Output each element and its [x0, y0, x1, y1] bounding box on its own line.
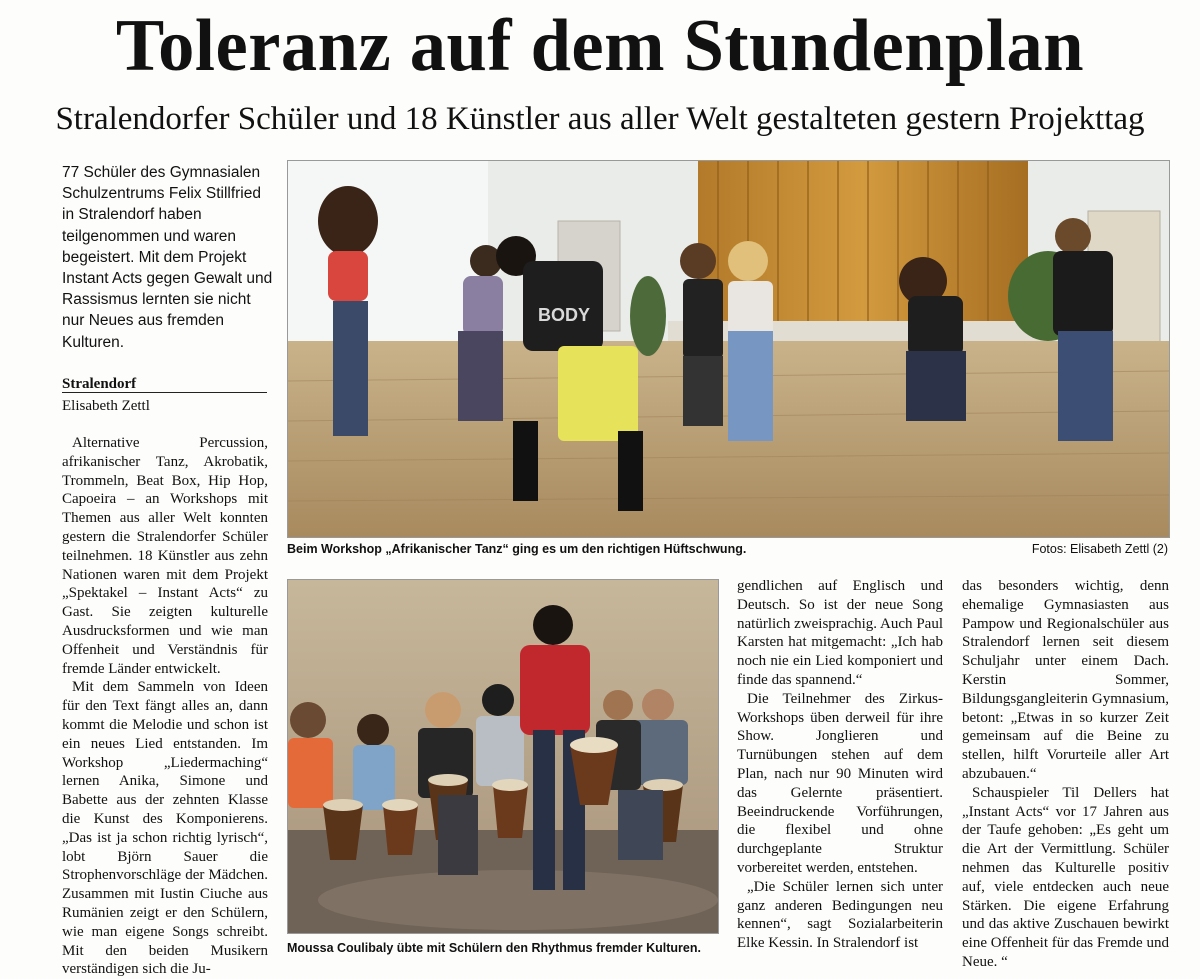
body-paragraph: gendlichen auf Englisch und Deutsch. So ist der neue Song natürlich zweisprachig. Auch Paul Karsten hat mitgemacht: „Ich hab noch nie ein Lied komponiert und finde das spannend.“ — [737, 578, 943, 688]
body-paragraph: das besonders wichtig, denn ehemalige Gymnasiasten aus Pampow und Regionalschüler aus Stralendorf lernen seit diesem Schuljahr unter einem Dach. Kerstin Sommer, Bildungsgangleiterin Gymnasium, betont: „Etwas in so kurzer Zeit gemeinsam auf die Beine zu stellen, hilft Vorurteile aller Art abzubauen.“ — [962, 578, 1169, 782]
article-column-2 — [737, 577, 943, 953]
article-column-1 — [62, 434, 268, 979]
top-photo-caption: Beim Workshop „Afrikanischer Tanz“ ging es um den richtigen Hüftschwung. — [287, 542, 747, 556]
body-paragraph: „Die Schüler lernen sich unter ganz anderen Bedingungen neu kennen“, sagt Sozialarbeiterin Elke Kessin. In Stralendorf ist — [737, 878, 943, 952]
body-paragraph: Alternative Percussion, afrikanischer Tanz, Akrobatik, Trommeln, Beat Box, Hip Hop, Capoeira – an Workshops mit Themen aus aller Welt konnten gestern die Stralendorfer Schüler teilnehmen. 18 Künstler aus zehn Nationen waren mit dem Projekt „Spektakel – Instant Acts“ zu Gast. Sie zeigten kulturelle Ausdrucksformen und wie man Offenheit und Verständnis für fremde Länder entwickelt. — [62, 435, 268, 677]
dateline: Stralendorf — [62, 376, 137, 392]
dateline-rule — [62, 392, 267, 393]
headline: Toleranz auf dem Stundenplan — [115, 5, 1085, 87]
author-byline: Elisabeth Zettl — [62, 398, 150, 414]
body-paragraph: Die Teilnehmer des Zirkus-Workshops üben derweil für ihre Show. Jonglieren und Turnübungen stehen auf dem Plan, nach nur 90 Minuten wird das Gelernte präsentiert. Beeindruckende Vorführungen, die flexibel und ohne durchgeplante Struktur vorbereitet werden, entstehen. — [737, 690, 943, 876]
body-paragraph: Schauspieler Til Dellers hat „Instant Acts“ vor 17 Jahren aus der Taufe gehoben: „Es geht um die Art der Vermittlung. Schüler nehmen das Kulturelle positiv auf, viele entdecken auch neue Stärken. Die eigene Erfahrung und das aktive Zuschauen bewirkt eine Offenheit für das Fremde und Neue. “ — [962, 784, 1169, 970]
dance-workshop-photo — [287, 160, 1170, 538]
drumming-workshop-photo — [287, 579, 719, 934]
photo-credit: Fotos: Elisabeth Zettl (2) — [1031, 542, 1168, 556]
subheadline: Stralendorfer Schüler und 18 Künstler aus aller Welt gestalteten gestern Projekttag — [55, 101, 1145, 137]
body-paragraph: Mit dem Sammeln von Ideen für den Text fängt alles an, dann kommt die Melodie und schon ist ein neues Lied entstanden. Im Workshop „Liedermaching“ lernen Anika, Simone und Babette aus der zehnten Klasse die Kunst des Komponierens. „Das ist ja schon richtig lyrisch“, lobt Björn Sauer die Strophenvorschläge der Mädchen. Zusammen mit Iustin Ciuche aus Rumänien zeigt er den Schülern, wie man eigene Songs schreibt. Mit den beiden Musikern verständigen sich die Ju- — [62, 679, 268, 978]
shirt-print: BODY — [538, 305, 591, 325]
bottom-photo-caption: Moussa Coulibaly übte mit Schülern den Rhythmus fremder Kulturen. — [287, 941, 701, 955]
article-column-3 — [962, 577, 1169, 972]
lead-paragraph: 77 Schüler des Gymnasialen Schulzentrums Felix Stillfried in Stralendorf haben teilgenommen und waren begeistert. Mit dem Projekt Instant Acts gegen Gewalt und Rassismus lernten sie nicht nur Neues aus fremden Kulturen. — [62, 164, 273, 351]
